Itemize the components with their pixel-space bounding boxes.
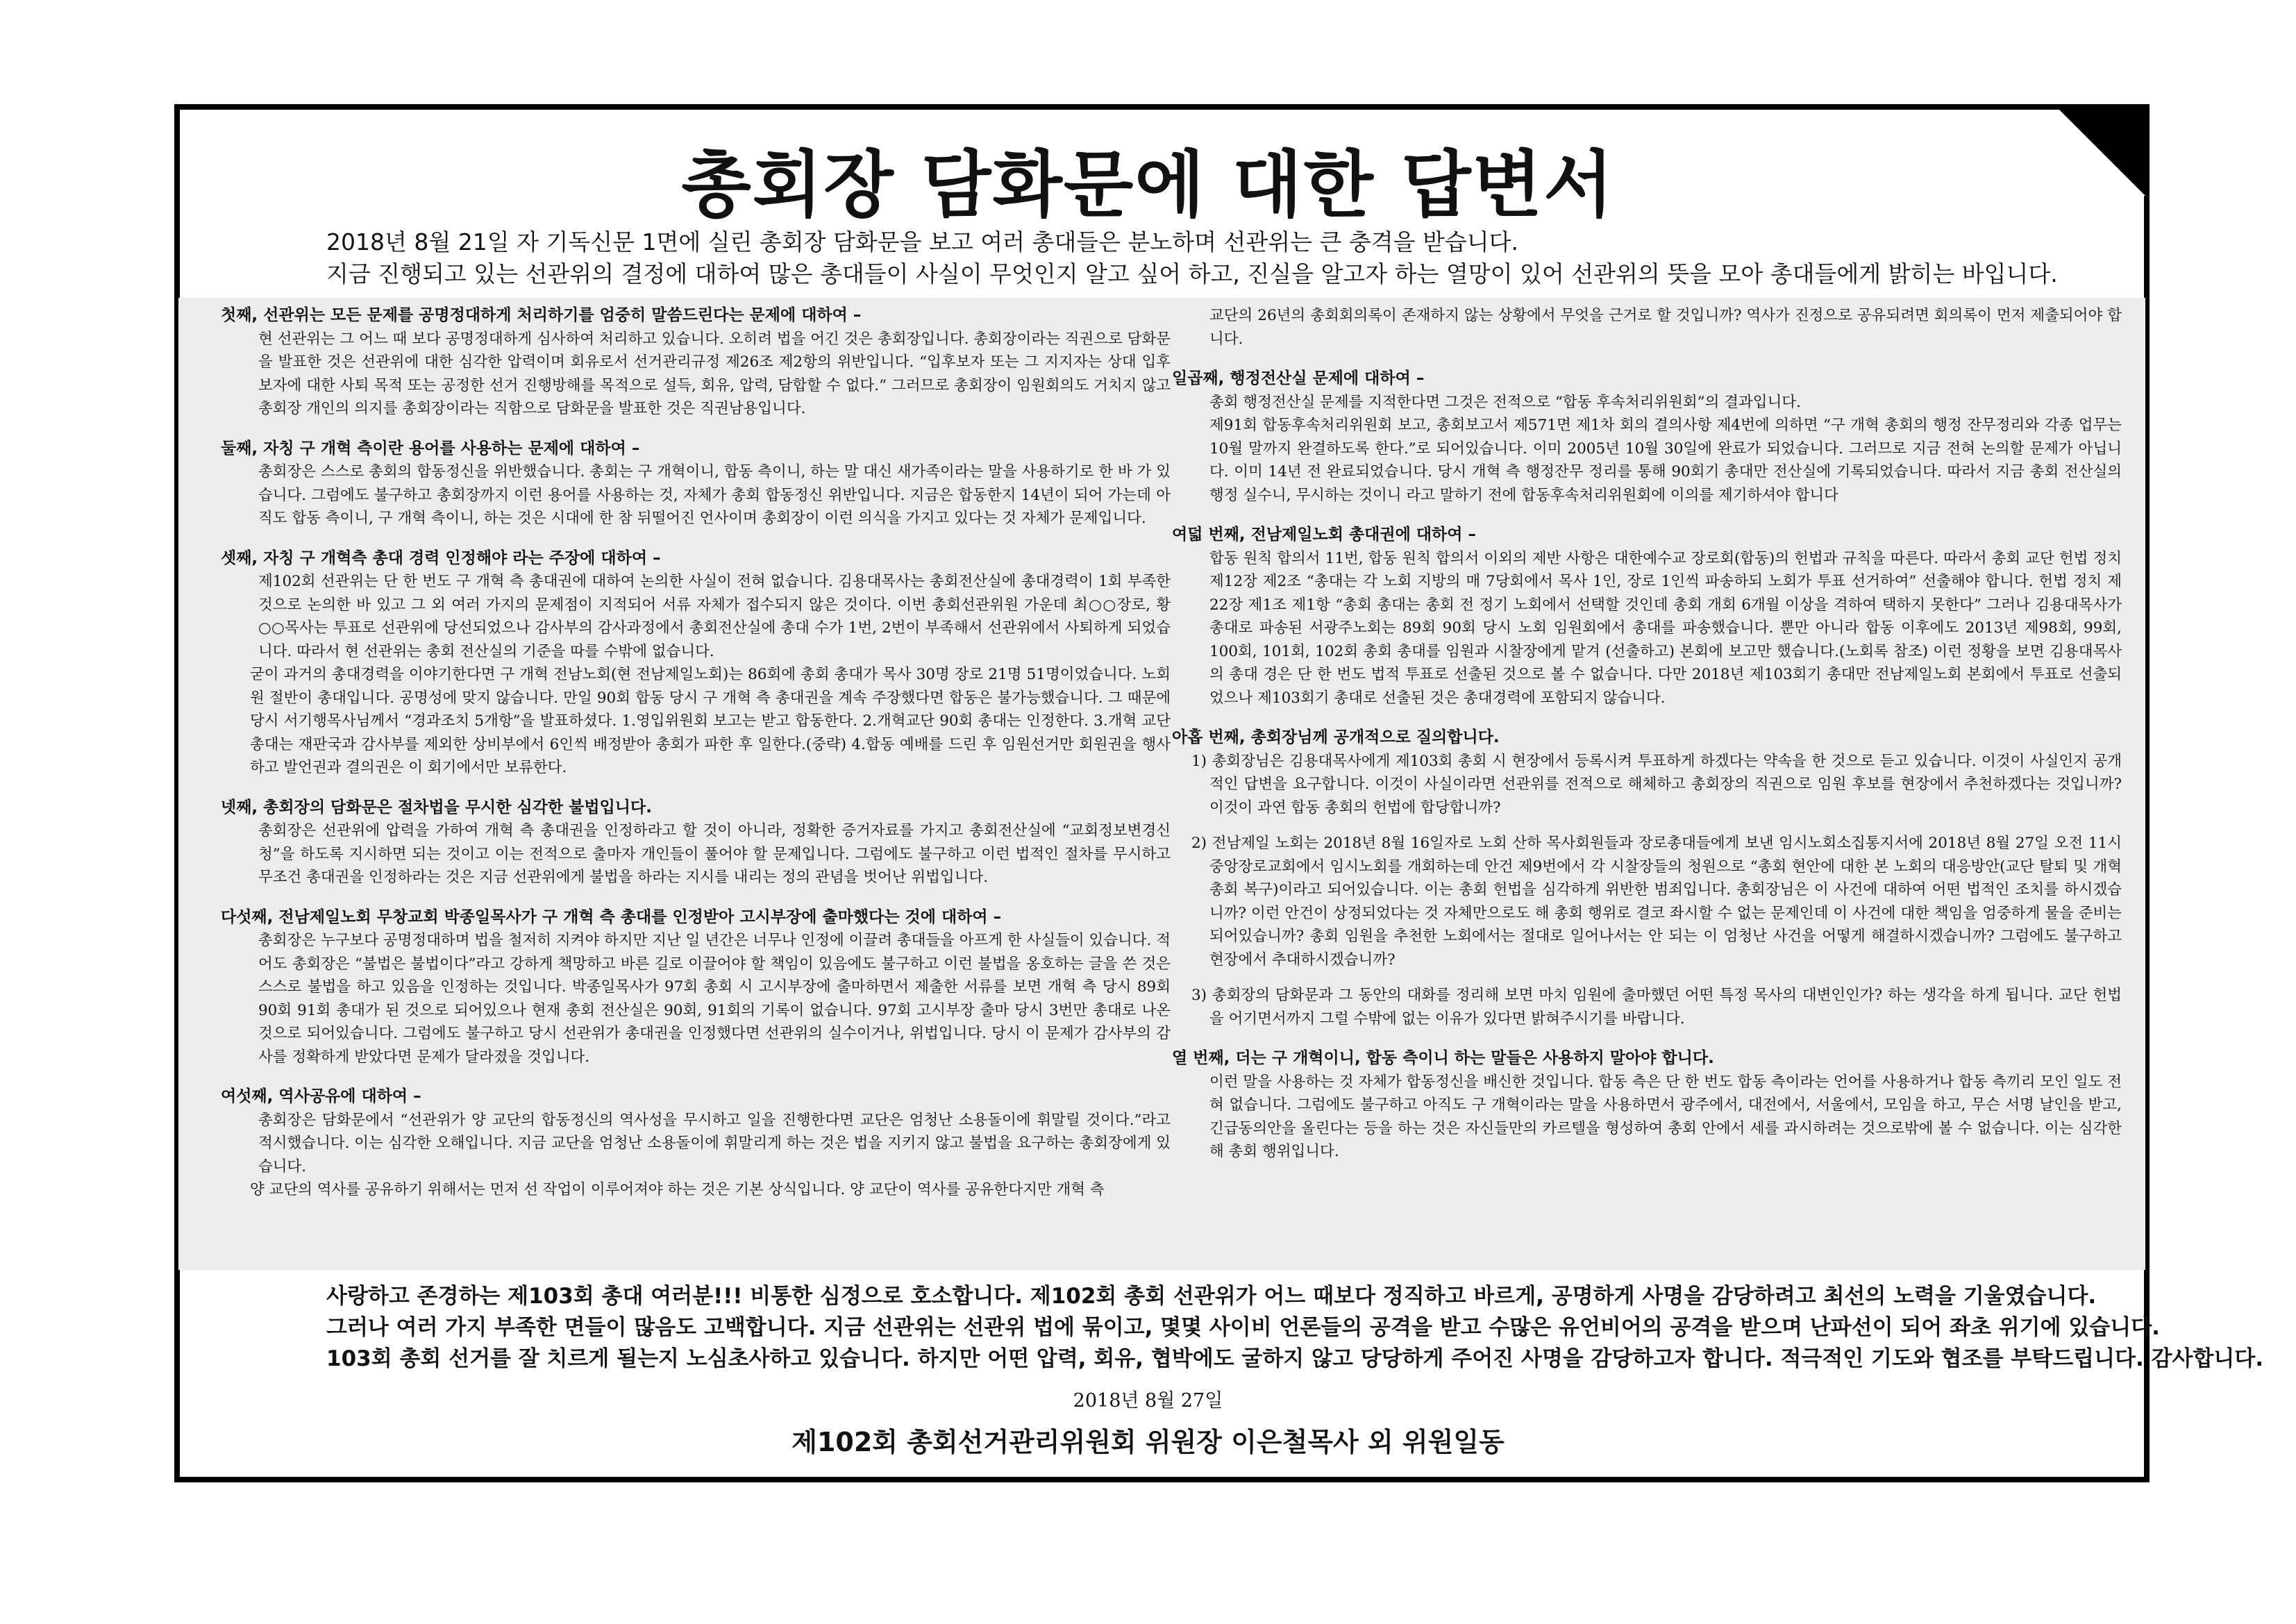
signature: 제102회 총회선거관리위원회 위원장 이은철목사 외 위원일동 — [791, 1427, 1505, 1457]
question-item: 2) 전남제일 노회는 2018년 8월 16일자로 노회 산하 목사회원들과 장로총대들에게 보낸 임시노회소집통지서에 2018년 8월 27일 오전 11시 중앙장로교회에서 임시노회를 개회하는데 안건 제9번에서 각 시찰장들의 청원으로 “총회 현안에 대한 본 노회의 대응방안(교단 탈퇴 및 개혁총회 복구)이라고 되어있습니다. 이는 총회 헌법을 심각하게 위반한 범죄입니다. 총회장님은 이 사건에 대하여 어떤 법적인 조치를 하시겠습니까? 이런 안건이 상정되었다는 것 자체만으로도 해 총회 행위로 결코 좌시할 수 없는 문제인데 이 사건에 대한 책임을 엄중하게 물을 준비는 되어있습니까? 총회 임원을 추천한 노회에서는 절대로 일어나서는 안 되는 이 엄청난 사건을 어떻게 해결하시겠습니까? 그럼에도 불구하고 현장에서 추대하시겠습니까? — [1191, 835, 2122, 969]
section-body: 총회장은 선관위에 압력을 가하여 개혁 측 총대권을 인정하라고 할 것이 아니라, 정확한 증거자료를 가지고 총회전산실에 “교회정보변경신청”을 하도록 지시하면 되는 것이고 이는 전적으로 출마자 개인들이 풀어야 할 문제입니다. 그럼에도 불구하고 이런 법적인 절차를 무시하고 무조건 총대권을 인정하라는 것은 지금 선관위에게 불법을 하라는 지시를 내리는 정의 관념을 벗어난 위법입니다. — [258, 822, 1171, 886]
closing-appeal — [326, 1281, 2264, 1375]
section-7 — [1172, 367, 2122, 507]
section-heading: 일곱째, 행정전산실 문제에 대하여 – — [1172, 369, 1425, 387]
section-heading: 첫째, 선관위는 모든 문제를 공명정대하게 처리하기를 엄중히 말씀드린다는 문제에 대하여 – — [221, 306, 862, 324]
section-body: 이런 말을 사용하는 것 자체가 합동정신을 배신한 것입니다. 합동 측은 단 한 번도 합동 측이라는 언어를 사용하거나 합동 측끼리 모인 일도 전혀 없습니다. 그럼에도 불구하고 아직도 구 개혁이라는 말을 사용하면서 광주에서, 대전에서, 서울에서, 모임을 하고, 무슨 서명 날인을 받고, 긴급동의안을 올린다는 등을 하는 것은 자신들만의 카르텔을 형성하여 총회 안에서 세를 과시하려는 것으로밖에 볼 수 없습니다. 이는 심각한 해 총회 행위입니다. — [1209, 1073, 2122, 1160]
intro-line: 2018년 8월 21일 자 기독신문 1면에 실린 총회장 담화문을 보고 여러 총대들은 분노하며 선관위는 큰 충격을 받습니다. — [326, 228, 1519, 256]
section-body: 총회장은 스스로 총회의 합동정신을 위반했습니다. 총회는 구 개혁이니, 합동 측이니, 하는 말 대신 새가족이라는 말을 사용하기로 한 바 가 있습니다. 그럼에도 불구하고 총회장까지 이런 용어를 사용하는 것, 자체가 총회 합동정신 위반입니다. 지금은 합동한지 14년이 되어 가는데 아직도 합동 측이니, 구 개혁 측이니, 하는 것은 시대에 한 참 뒤떨어진 언사이며 총회장이 이런 의식을 가지고 있다는 것 자체가 문제입니다. — [258, 463, 1171, 527]
section-body: 총회 행정전산실 문제를 지적한다면 그것은 전적으로 “합동 후속처리위원회”의 결과입니다. — [1209, 393, 1801, 411]
section-6-continued — [1172, 304, 2122, 351]
section-body: 양 교단의 역사를 공유하기 위해서는 먼저 선 작업이 이루어져야 하는 것은 기본 상식입니다. 양 교단이 역사를 공유한다지만 개혁 측 — [250, 1181, 1105, 1198]
intro — [326, 226, 2090, 290]
section-heading: 셋째, 자칭 구 개혁측 총대 경력 인정해야 라는 주장에 대하여 – — [221, 549, 661, 567]
section-2 — [221, 437, 1171, 530]
closing-line: 그러나 여러 가지 부족한 면들이 많음도 고백합니다. 지금 선관위는 선관위 법에 묶이고, 몇몇 사이비 언론들의 공격을 받고 수많은 유언비어의 공격을 받으며 난파선이 되어 좌초 위기에 있습니다. — [326, 1315, 2160, 1340]
section-body: 교단의 26년의 총회회의록이 존재하지 않는 상황에서 무엇을 근거로 할 것입니까? 역사가 진정으로 공유되려면 회의록이 먼저 제출되어야 합니다. — [1209, 307, 2122, 348]
section-heading: 여섯째, 역사공유에 대하여 – — [221, 1087, 421, 1105]
section-body: 합동 원칙 합의서 11번, 합동 원칙 합의서 이외의 제반 사항은 대한예수교 장로회(합동)의 헌법과 규칙을 따른다. 따라서 총회 교단 헌법 정치 제12장 제2조 “총대는 각 노회 지방의 매 7당회에서 목사 1인, 장로 1인씩 파송하되 노회가 투표 선거하여” 선출해야 합니다. 헌법 정치 제22장 제1조 제1항 “총회 총대는 총회 전 정기 노회에서 선택할 것인데 총회 개회 6개월 이상을 격하여 택하지 못한다” 그러나 김용대목사가 총대로 파송된 서광주노회는 89회 90회 당시 노회 임원회에서 총대를 파송했습니다. 뿐만 아니라 합동 이후에도 2013년 제98회, 99회, 100회, 101회, 102회 총회 총대를 임원과 시찰장에게 맡겨 (선출하고) 본회에 보고만 했습니다.(노회록 참조) 이런 정황을 보면 김용대목사의 총대 경은 단 한 번도 법적 투표로 선출된 것으로 볼 수 없습니다. 다만 2018년 제103회기 총대만 전남제일노회 본회에서 투표로 선출되었으나 제103회기 총대로 선출된 것은 총대경력에 포함되지 않습니다. — [1209, 549, 2122, 707]
question-item: 3) 총회장의 담화문과 그 동안의 대화를 정리해 보면 마치 임원에 출마했던 어떤 특정 목사의 대변인인가? 하는 생각을 하게 됩니다. 교단 헌법을 어기면서까지 그럴 수밖에 없는 이유가 있다면 밝혀주시기를 바랍니다. — [1191, 987, 2122, 1028]
document-title: 총회장 담화문에 대한 답변서 — [681, 142, 1615, 227]
section-5 — [221, 906, 1171, 1069]
intro-line: 지금 진행되고 있는 선관위의 결정에 대하여 많은 총대들이 사실이 무엇인지 알고 싶어 하고, 진실을 알고자 하는 열망이 있어 선관위의 뜻을 모아 총대들에게 밝히는 바입니다. — [326, 260, 2058, 287]
section-body: 제91회 합동후속처리위원회 보고, 총회보고서 제571면 제1차 회의 결의사항 제4번에 의하면 “구 개혁 총회의 행정 잔무정리와 각종 업무는 10월 말까지 완결하도록 한다.”로 되어있습니다. 이미 2005년 10월 30일에 완료가 되었습니다. 그러므로 지금 전혀 논의할 문제가 아닙니다. 이미 14년 전 완료되었습니다. 당시 개혁 측 행정잔무 정리를 통해 90회기 총대만 전산실에 기록되었습니다. 따라서 지금 총회 전산실의 행정 실수니, 무시하는 것이니 라고 말하기 전에 합동후속처리위원회에 이의를 제기하셔야 합니다 — [1209, 417, 2122, 504]
section-heading: 넷째, 총회장의 담화문은 절차법을 무시한 심각한 불법입니다. — [221, 798, 652, 817]
section-8 — [1172, 524, 2122, 710]
section-heading: 열 번째, 더는 구 개혁이니, 합동 측이니 하는 말들은 사용하지 말아야 합니다. — [1172, 1049, 1714, 1067]
closing-line: 사랑하고 존경하는 제103회 총대 여러분!!! 비통한 심정으로 호소합니다. 제102회 총회 선관위가 어느 때보다 정직하고 바르게, 공명하게 사명을 감당하려고 최선의 노력을 기울였습니다. — [326, 1284, 2097, 1309]
section-10 — [1172, 1047, 2122, 1164]
left-column — [221, 304, 1171, 1219]
section-4 — [221, 796, 1171, 889]
section-heading: 여덟 번째, 전남제일노회 총대권에 대하여 – — [1172, 526, 1476, 544]
section-body: 총회장은 담화문에서 “선관위가 양 교단의 합동정신의 역사성을 무시하고 일을 진행한다면 교단은 엄청난 소용돌이에 휘말릴 것이다.”라고 적시했습니다. 이는 심각한 오해입니다. 지금 교단을 엄청난 소용돌이에 휘말리게 하는 것은 법을 지키지 않고 불법을 요구하는 총회장에게 있습니다. — [258, 1111, 1171, 1175]
section-body: 현 선관위는 그 어느 때 보다 공명정대하게 심사하여 처리하고 있습니다. 오히려 법을 어긴 것은 총회장입니다. 총회장이라는 직권으로 담화문을 발표한 것은 선관위에 대한 심각한 압력이며 회유로서 선거관리규정 제26조 제2항의 위반입니다. “입후보자 또는 그 지지자는 상대 입후보자에 대한 사퇴 목적 또는 공정한 선거 진행방해를 목적으로 설득, 회유, 압력, 담합할 수 없다.” 그러므로 총회장이 임원회의도 거치지 않고 총회장 개인의 의지를 총회장이라는 직함으로 담화문을 발표한 것은 직권남용입니다. — [258, 330, 1171, 417]
section-1 — [221, 304, 1171, 421]
section-heading: 다섯째, 전남제일노회 무창교회 박종일목사가 구 개혁 측 총대를 인정받아 고시부장에 출마했다는 것에 대하여 – — [221, 907, 1002, 926]
closing-line: 103회 총회 선거를 잘 치르게 될는지 노심초사하고 있습니다. 하지만 어떤 압력, 회유, 협박에도 굴하지 않고 당당하게 주어진 사명을 감당하고자 합니다. 적극적인 기도와 협조를 부탁드립니다. 감사합니다. — [326, 1346, 2264, 1371]
question-item: 1) 총회장님은 김용대목사에게 제103회 총회 시 현장에서 등록시켜 투표하게 하겠다는 약속을 한 것으로 듣고 있습니다. 이것이 사실인지 공개적인 답변을 요구합니다. 이것이 사실이라면 선관위를 전적으로 해체하고 총회장의 직권으로 임원 후보를 현장에서 추천하겠다는 것입니까? 이것이 과연 합동 총회의 헌법에 합당합니까? — [1191, 752, 2122, 817]
section-3 — [221, 547, 1171, 780]
date: 2018년 8월 27일 — [1073, 1390, 1223, 1412]
section-body: 제102회 선관위는 단 한 번도 구 개혁 측 총대권에 대하여 논의한 사실이 전혀 없습니다. 김용대목사는 총회전산실에 총대경력이 1회 부족한 것으로 논의한 바 있고 그 외 여러 가지의 문제점이 지적되어 서류 자체가 접수되지 않은 것이다. 이번 총회선관위원 가운데 최○○장로, 황○○목사는 투표로 선관위에 당선되었으나 감사부의 감사과정에서 총회전산실에 총대 수가 1번, 2번이 부족해서 선관위에서 사퇴하게 되었습니다. 따라서 현 선관위는 총회 전산실의 기준을 따를 수밖에 없습니다. — [258, 573, 1171, 660]
section-heading: 둘째, 자칭 구 개혁 측이란 용어를 사용하는 문제에 대하여 – — [221, 439, 640, 458]
section-body: 굳이 과거의 총대경력을 이야기한다면 구 개혁 전남노회(현 전남제일노회)는 86회에 총회 총대가 목사 30명 장로 21명 51명이었습니다. 노회원 절반이 총대입니다. 공명성에 맞지 않습니다. 만일 90회 합동 당시 구 개혁 측 총대권을 계속 주장했다면 합동은 불가능했습니다. 그 때문에 당시 서기행목사님께서 “경과조치 5개항”을 발표하셨다. 1.영입위원회 보고는 받고 합동한다. 2.개혁교단 90회 총대는 인정한다. 3.개혁 교단 총대는 재판국과 감사부를 제외한 상비부에서 6인씩 배정받아 총회가 파한 후 일한다.(중략) 4.합동 예배를 드린 후 임원선거만 회원권을 행사하고 발언권과 결의권은 이 회기에서만 보류한다. — [250, 666, 1171, 776]
section-heading: 아홉 번째, 총회장님께 공개적으로 질의합니다. — [1172, 728, 1500, 746]
right-column — [1172, 304, 2122, 1180]
section-6 — [221, 1085, 1171, 1202]
section-body: 총회장은 누구보다 공명정대하며 법을 철저히 지켜야 하지만 지난 일 년간은 너무나 인정에 이끌려 총대들을 아프게 한 사실들이 있습니다. 적어도 총회장은 “불법은 불법이다”라고 강하게 책망하고 바른 길로 이끌어야 할 책임이 있음에도 불구하고 이런 불법을 옹호하는 글을 쓴 것은 스스로 불법을 하고 있음을 인정하는 것입니다. 박종일목사가 97회 총회 시 고시부장에 출마하면서 제출한 서류를 보면 개혁 측 당시 89회 90회 91회 총대가 된 것으로 되어있으나 현재 총회 전산실은 90회, 91회의 기록이 없습니다. 97회 고시부장 출마 당시 3번만 총대로 나온 것으로 되어있습니다. 그럼에도 불구하고 당시 선관위가 총대권을 인정했다면 선관위의 실수이거나, 위법입니다. 당시 이 문제가 감사부의 감사를 정확하게 받았다면 문제가 달라졌을 것입니다. — [258, 932, 1171, 1066]
section-9 — [1172, 726, 2122, 1030]
